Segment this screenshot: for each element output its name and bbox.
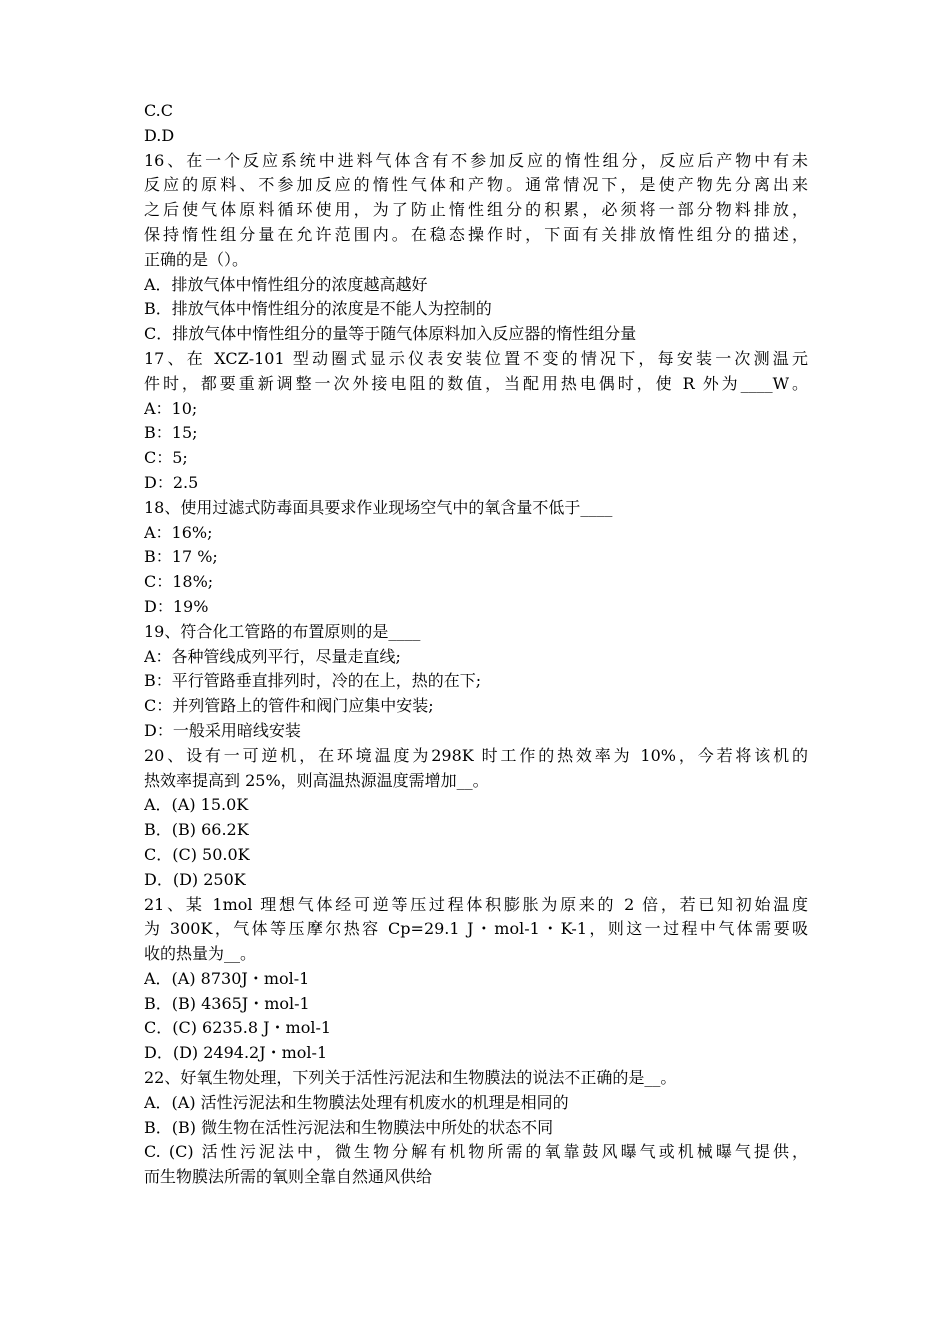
text-line: A：各种管线成列平行，尽量走直线; xyxy=(144,646,401,666)
text-line: A：16%; xyxy=(144,522,213,542)
text-line: D．(D) 250K xyxy=(144,869,246,889)
text-line: C.C xyxy=(144,101,173,120)
text-line: 件时，都要重新调整一次外接电阻的数值，当配用热电偶时，使 R 外为____W。 xyxy=(144,373,808,393)
text-line: C．(C) 6235.8 J・mol-1 xyxy=(144,1018,332,1038)
text-line: 18、使用过滤式防毒面具要求作业现场空气中的氧含量不低于____ xyxy=(144,497,613,517)
text-line: 保持惰性组分量在允许范围内。在稳态操作时，下面有关排放惰性组分的描述， xyxy=(144,224,808,244)
text-line: 19、符合化工管路的布置原则的是____ xyxy=(144,621,421,641)
text-line: B．(B) 4365J・mol-1 xyxy=(144,993,310,1013)
text-line: B．排放气体中惰性组分的浓度是不能人为控制的 xyxy=(144,299,492,319)
text-line: B．(B) 微生物在活性污泥法和生物膜法中所处的状态不同 xyxy=(144,1117,554,1137)
text-line: 之后使气体原料循环使用，为了防止惰性组分的积累，必须将一部分物料排放， xyxy=(144,200,808,220)
text-line: B：平行管路垂直排列时，冷的在上，热的在下; xyxy=(144,671,482,691)
text-line: A．(A) 8730J・mol-1 xyxy=(144,968,310,988)
text-line: A：10; xyxy=(144,398,198,418)
text-line: C．(C) 50.0K xyxy=(144,844,250,864)
text-line: B．(B) 66.2K xyxy=(144,820,249,840)
text-line: D：2.5 xyxy=(144,472,199,492)
text-line: 22、好氧生物处理，下列关于活性污泥法和生物膜法的说法不正确的是__。 xyxy=(144,1068,677,1088)
text-line: A．(A) 15.0K xyxy=(144,795,249,815)
text-line: 热效率提高到 25%，则高温热源温度需增加__。 xyxy=(144,770,489,790)
text-line: A．排放气体中惰性组分的浓度越高越好 xyxy=(144,274,428,294)
text-line: D．(D) 2494.2J・mol-1 xyxy=(144,1043,328,1063)
text-line: 反应的原料、不参加反应的惰性气体和产物。通常情况下，是使产物先分离出来 xyxy=(144,175,808,195)
text-line: A．(A) 活性污泥法和生物膜法处理有机废水的机理是相同的 xyxy=(144,1092,569,1112)
text-line: B：15; xyxy=(144,423,198,443)
text-line: D.D xyxy=(144,125,175,145)
document-page xyxy=(144,99,808,1190)
text-line: 正确的是（）。 xyxy=(144,249,249,269)
text-line: C：5; xyxy=(144,448,188,468)
text-line: C. (C) 活性污泥法中，微生物分解有机物所需的氧靠鼓风曝气或机械曝气提供， xyxy=(144,1142,808,1162)
text-line: D：一般采用暗线安装 xyxy=(144,720,301,740)
text-line: 16、在一个反应系统中进料气体含有不参加反应的惰性组分，反应后产物中有未 xyxy=(144,150,808,170)
text-line: B：17 %; xyxy=(144,547,218,567)
text-line: 17、在 XCZ-101 型动圈式显示仪表安装位置不变的情况下，每安装一次测温元 xyxy=(144,348,808,368)
text-line: C．排放气体中惰性组分的量等于随气体原料加入反应器的惰性组分量 xyxy=(144,324,637,344)
text-line: 而生物膜法所需的氧则全靠自然通风供给 xyxy=(144,1167,433,1187)
text-line: 20、设有一可逆机，在环境温度为298K 时工作的热效率为 10%，今若将该机的 xyxy=(144,745,808,765)
text-line: C：18%; xyxy=(144,572,214,592)
text-line: 收的热量为__。 xyxy=(144,944,257,964)
text-line: C：并列管路上的管件和阀门应集中安装; xyxy=(144,696,434,716)
text-line: 为 300K，气体等压摩尔热容 Cp=29.1 J・mol-1・K-1，则这一过程中气体需要吸 xyxy=(144,919,808,939)
text-line: 21、某 1mol 理想气体经可逆等压过程体积膨胀为原来的 2 倍，若已知初始温度 xyxy=(144,894,808,914)
text-line: D：19% xyxy=(144,596,209,616)
